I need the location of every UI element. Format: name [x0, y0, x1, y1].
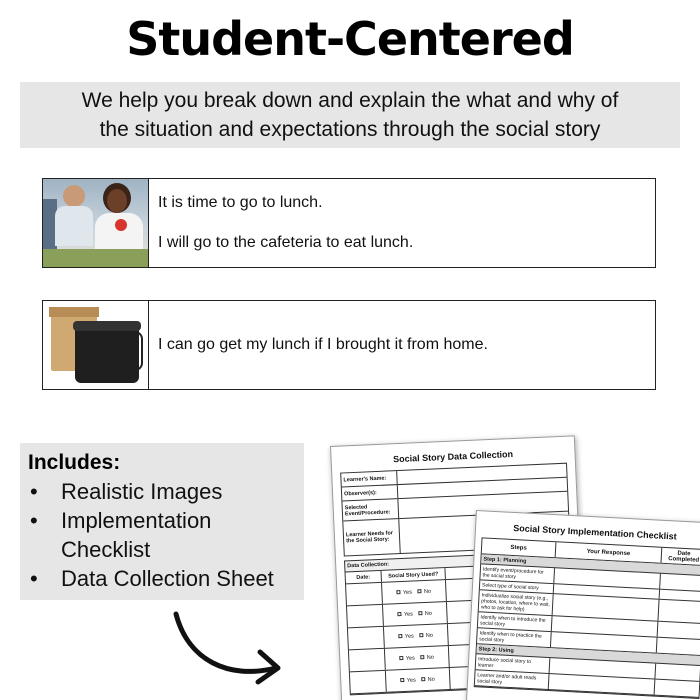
story-text: I can go get my lunch if I brought it from home.	[158, 336, 488, 353]
implementation-checklist-sheet: Social Story Implementation Checklist Steps Your Response Date Completed Step 1: Planning Identify event/procedure for the social story Select type of social story Individualize social story (e.g., photos, location, where to wait, who to ask for help) Identify when to introduce the social story Identify when to practice the social story Step 2: Using Introduce social story to learner Learner and/or adult reads social story	[464, 510, 700, 700]
doc-title: Social Story Data Collection	[392, 449, 514, 465]
includes-heading: Includes:	[28, 451, 121, 474]
includes-list	[28, 477, 304, 593]
subtitle-banner	[20, 82, 680, 148]
list-item: • Realistic Images	[30, 479, 223, 504]
story-card-lunch-from-home	[42, 300, 656, 390]
lunch-bags-photo-icon	[43, 301, 149, 389]
list-item: Checklist	[61, 537, 151, 562]
subtitle-line-2: the situation and expectations through the social story	[99, 118, 601, 141]
page-title: Student-Centered	[126, 12, 574, 66]
subtitle-line-1: We help you break down and explain the what and why of	[81, 89, 619, 112]
doc-title: Social Story Implementation Checklist	[513, 522, 677, 542]
includes-box	[20, 443, 304, 600]
student-lunch-photo-icon	[43, 179, 149, 267]
data-collection-sheet: Social Story Data Collection Learner's Name: Observer(s): Selected Event/Procedure: Learner Needs for the Social Story: Data Collection: Date: Social Story Used? Yes No Yes No Yes No Yes No Yes No	[330, 435, 587, 700]
story-card-lunch-time	[42, 178, 656, 268]
story-text: I will go to the cafeteria to eat lunch.	[158, 234, 414, 251]
list-item: • Data Collection Sheet	[30, 566, 274, 591]
list-item: • Implementation	[30, 508, 212, 533]
curved-arrow-icon	[168, 600, 288, 690]
story-text: It is time to go to lunch.	[158, 194, 323, 211]
